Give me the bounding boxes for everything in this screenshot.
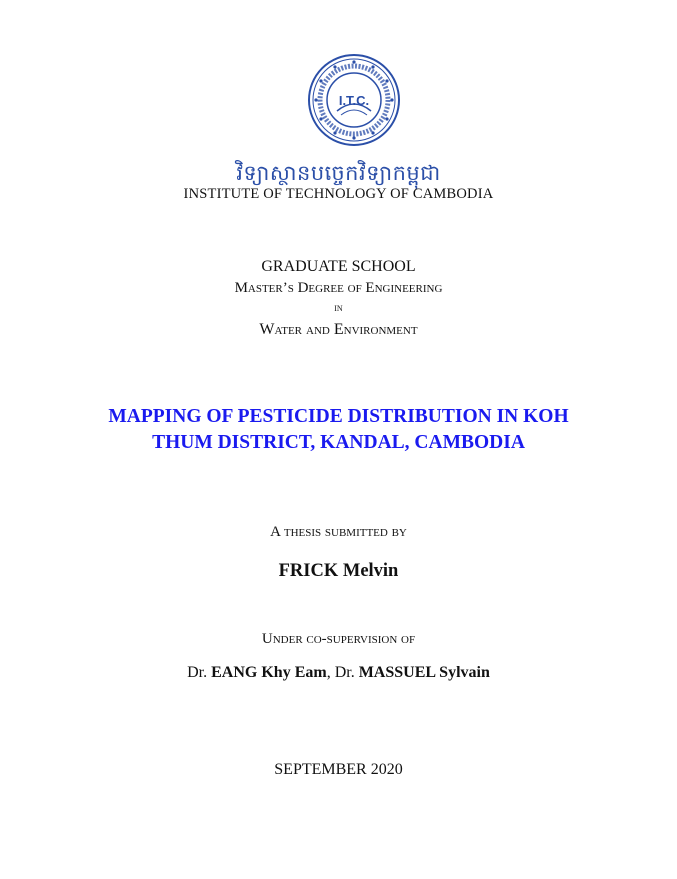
supervisor-2-prefix: Dr.	[334, 664, 355, 681]
degree-name: Master’s Degree of Engineering	[234, 280, 443, 296]
supervisor-1-prefix: Dr.	[187, 664, 208, 681]
thesis-title	[0, 404, 677, 456]
supervisor-1-name: EANG Khy Eam	[211, 664, 327, 681]
khmer-institute-name: វិទ្យាស្ថានបច្ចេកវិទ្យាកម្ពុជា	[236, 161, 441, 185]
school-name: GRADUATE SCHOOL	[261, 258, 416, 275]
author-name: FRICK Melvin	[278, 561, 399, 581]
supervision-label: Under co-supervision of	[261, 631, 416, 647]
field-of-study: Water and Environment	[259, 321, 418, 338]
supervisor-2-name: MASSUEL Sylvain	[358, 664, 490, 681]
submitted-by-label: A thesis submitted by	[270, 524, 407, 540]
in-connector: in	[334, 302, 343, 314]
itc-seal-icon	[307, 53, 401, 147]
supervisors-line	[0, 664, 677, 682]
thesis-title-line-2: THUM DISTRICT, KANDAL, CAMBODIA	[152, 432, 525, 453]
institute-name: INSTITUTE OF TECHNOLOGY OF CAMBODIA	[183, 186, 494, 202]
submission-date: SEPTEMBER 2020	[274, 761, 403, 778]
supervisor-separator: ,	[326, 664, 331, 681]
logo-center-text: I.T.C.	[338, 93, 370, 108]
thesis-title-line-1: MAPPING OF PESTICIDE DISTRIBUTION IN KOH	[108, 406, 569, 427]
itc-logo	[307, 53, 401, 147]
